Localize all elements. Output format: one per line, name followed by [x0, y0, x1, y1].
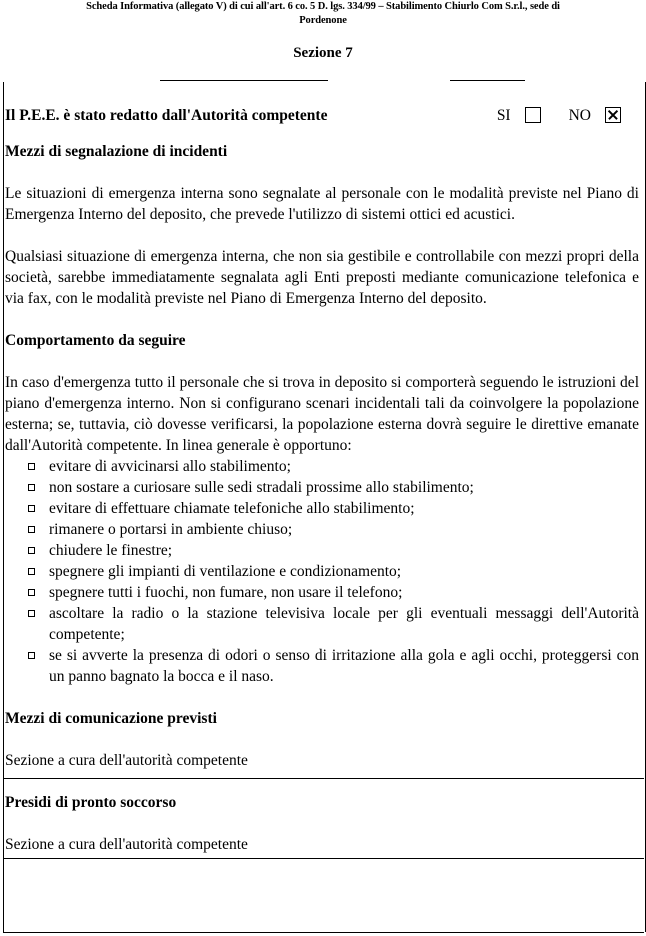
comunicazione-text: Sezione a cura dell'autorità competente — [5, 752, 248, 769]
list-item-text: spegnere tutti i fuochi, non fumare, non usare il telefono; — [49, 584, 403, 601]
list-item — [5, 456, 639, 477]
list-item — [5, 645, 639, 687]
list-item-text: se si avverte la presenza di odori o senso di irritazione alla gola e agli occhi, proteggersi con un panno bagnato la bocca e il naso. — [49, 647, 639, 685]
checkbox-bullet-icon — [28, 547, 35, 554]
bottom-rule — [3, 932, 644, 933]
divider-soccorso — [3, 858, 644, 859]
list-item-text: evitare di avvicinarsi allo stabilimento; — [49, 458, 291, 475]
list-item-text: non sostare a curiosare sulle sedi stradali prossime allo stabilimento; — [49, 479, 474, 496]
pee-no-option — [569, 105, 639, 126]
pee-yes-label: SI — [496, 106, 511, 124]
list-item — [5, 498, 639, 519]
pee-question: Il P.E.E. è stato redatto dall'Autorità competente — [5, 106, 328, 124]
heading-comunicazione: Mezzi di comunicazione previsti — [5, 710, 217, 727]
segnalazione-paragraph-1: Le situazioni di emergenza interna sono segnalate al personale con le modalità previste nel Piano di Emergenza Interno del deposito, che prevede l'utilizzo di sistemi ottici ed acustici. — [5, 185, 639, 223]
document-header — [0, 0, 646, 28]
list-item — [5, 540, 639, 561]
list-item-text: chiudere le finestre; — [49, 542, 173, 559]
heading-segnalazione: Mezzi di segnalazione di incidenti — [5, 143, 228, 160]
heading-comportamento: Comportamento da seguire — [5, 332, 186, 349]
header-line-2: Pordenone — [299, 15, 347, 26]
soccorso-text: Sezione a cura dell'autorità competente — [5, 836, 248, 853]
top-rule-left — [160, 80, 328, 81]
pee-yes-option — [497, 105, 559, 126]
checkbox-bullet-icon — [28, 463, 35, 470]
heading-soccorso: Presidi di pronto soccorso — [5, 794, 177, 811]
checkbox-bullet-icon — [28, 484, 35, 491]
list-item — [5, 519, 639, 540]
list-item — [5, 561, 639, 582]
list-item — [5, 477, 639, 498]
pee-yes-checkbox[interactable] — [525, 107, 541, 123]
list-item — [5, 603, 639, 645]
header-line-1: Scheda Informativa (allegato V) di cui all'art. 6 co. 5 D. lgs. 334/99 – Stabilimento Chiurlo Com S.r.l., sede di — [86, 1, 560, 12]
checkbox-bullet-icon — [28, 610, 35, 617]
section-content — [5, 100, 639, 855]
checkbox-bullet-icon — [28, 526, 35, 533]
section-title: Sezione 7 — [293, 45, 353, 61]
segnalazione-paragraph-2: Qualsiasi situazione di emergenza interna, che non sia gestibile e controllabile con mezzi propri della società, sarebbe immediatamente segnalata agli Enti preposti mediante comunicazione telefonica e via fax, con le modalità previste nel Piano di Emergenza Interno del deposito. — [5, 248, 639, 307]
checkbox-bullet-icon — [28, 568, 35, 575]
pee-no-label: NO — [568, 106, 591, 124]
checkbox-bullet-icon — [28, 505, 35, 512]
checkbox-bullet-icon — [28, 589, 35, 596]
list-item-text: ascoltare la radio o la stazione televisiva locale per gli eventuali messaggi dell'Autorità competente; — [49, 605, 639, 643]
pee-question-row — [5, 100, 639, 130]
list-item-text: evitare di effettuare chiamate telefoniche allo stabilimento; — [49, 500, 415, 517]
comportamento-paragraph: In caso d'emergenza tutto il personale che si trova in deposito si comporterà seguendo le istruzioni del piano d'emergenza interno. Non si configurano scenari incidentali tali da coinvolgere la popolazione esterna; se, tuttavia, ciò dovesse verificarsi, la popolazione esterna dovrà seguire le direttive emanate dall'Autorità competente. In linea generale è opportuno: — [5, 374, 639, 454]
pee-no-checkbox[interactable] — [605, 107, 621, 123]
behaviour-list — [5, 456, 639, 687]
list-item-text: rimanere o portarsi in ambiente chiuso; — [49, 521, 293, 538]
checkbox-bullet-icon — [28, 652, 35, 659]
list-item — [5, 582, 639, 603]
top-rule-right — [450, 80, 525, 81]
list-item-text: spegnere gli impianti di ventilazione e condizionamento; — [49, 563, 402, 580]
